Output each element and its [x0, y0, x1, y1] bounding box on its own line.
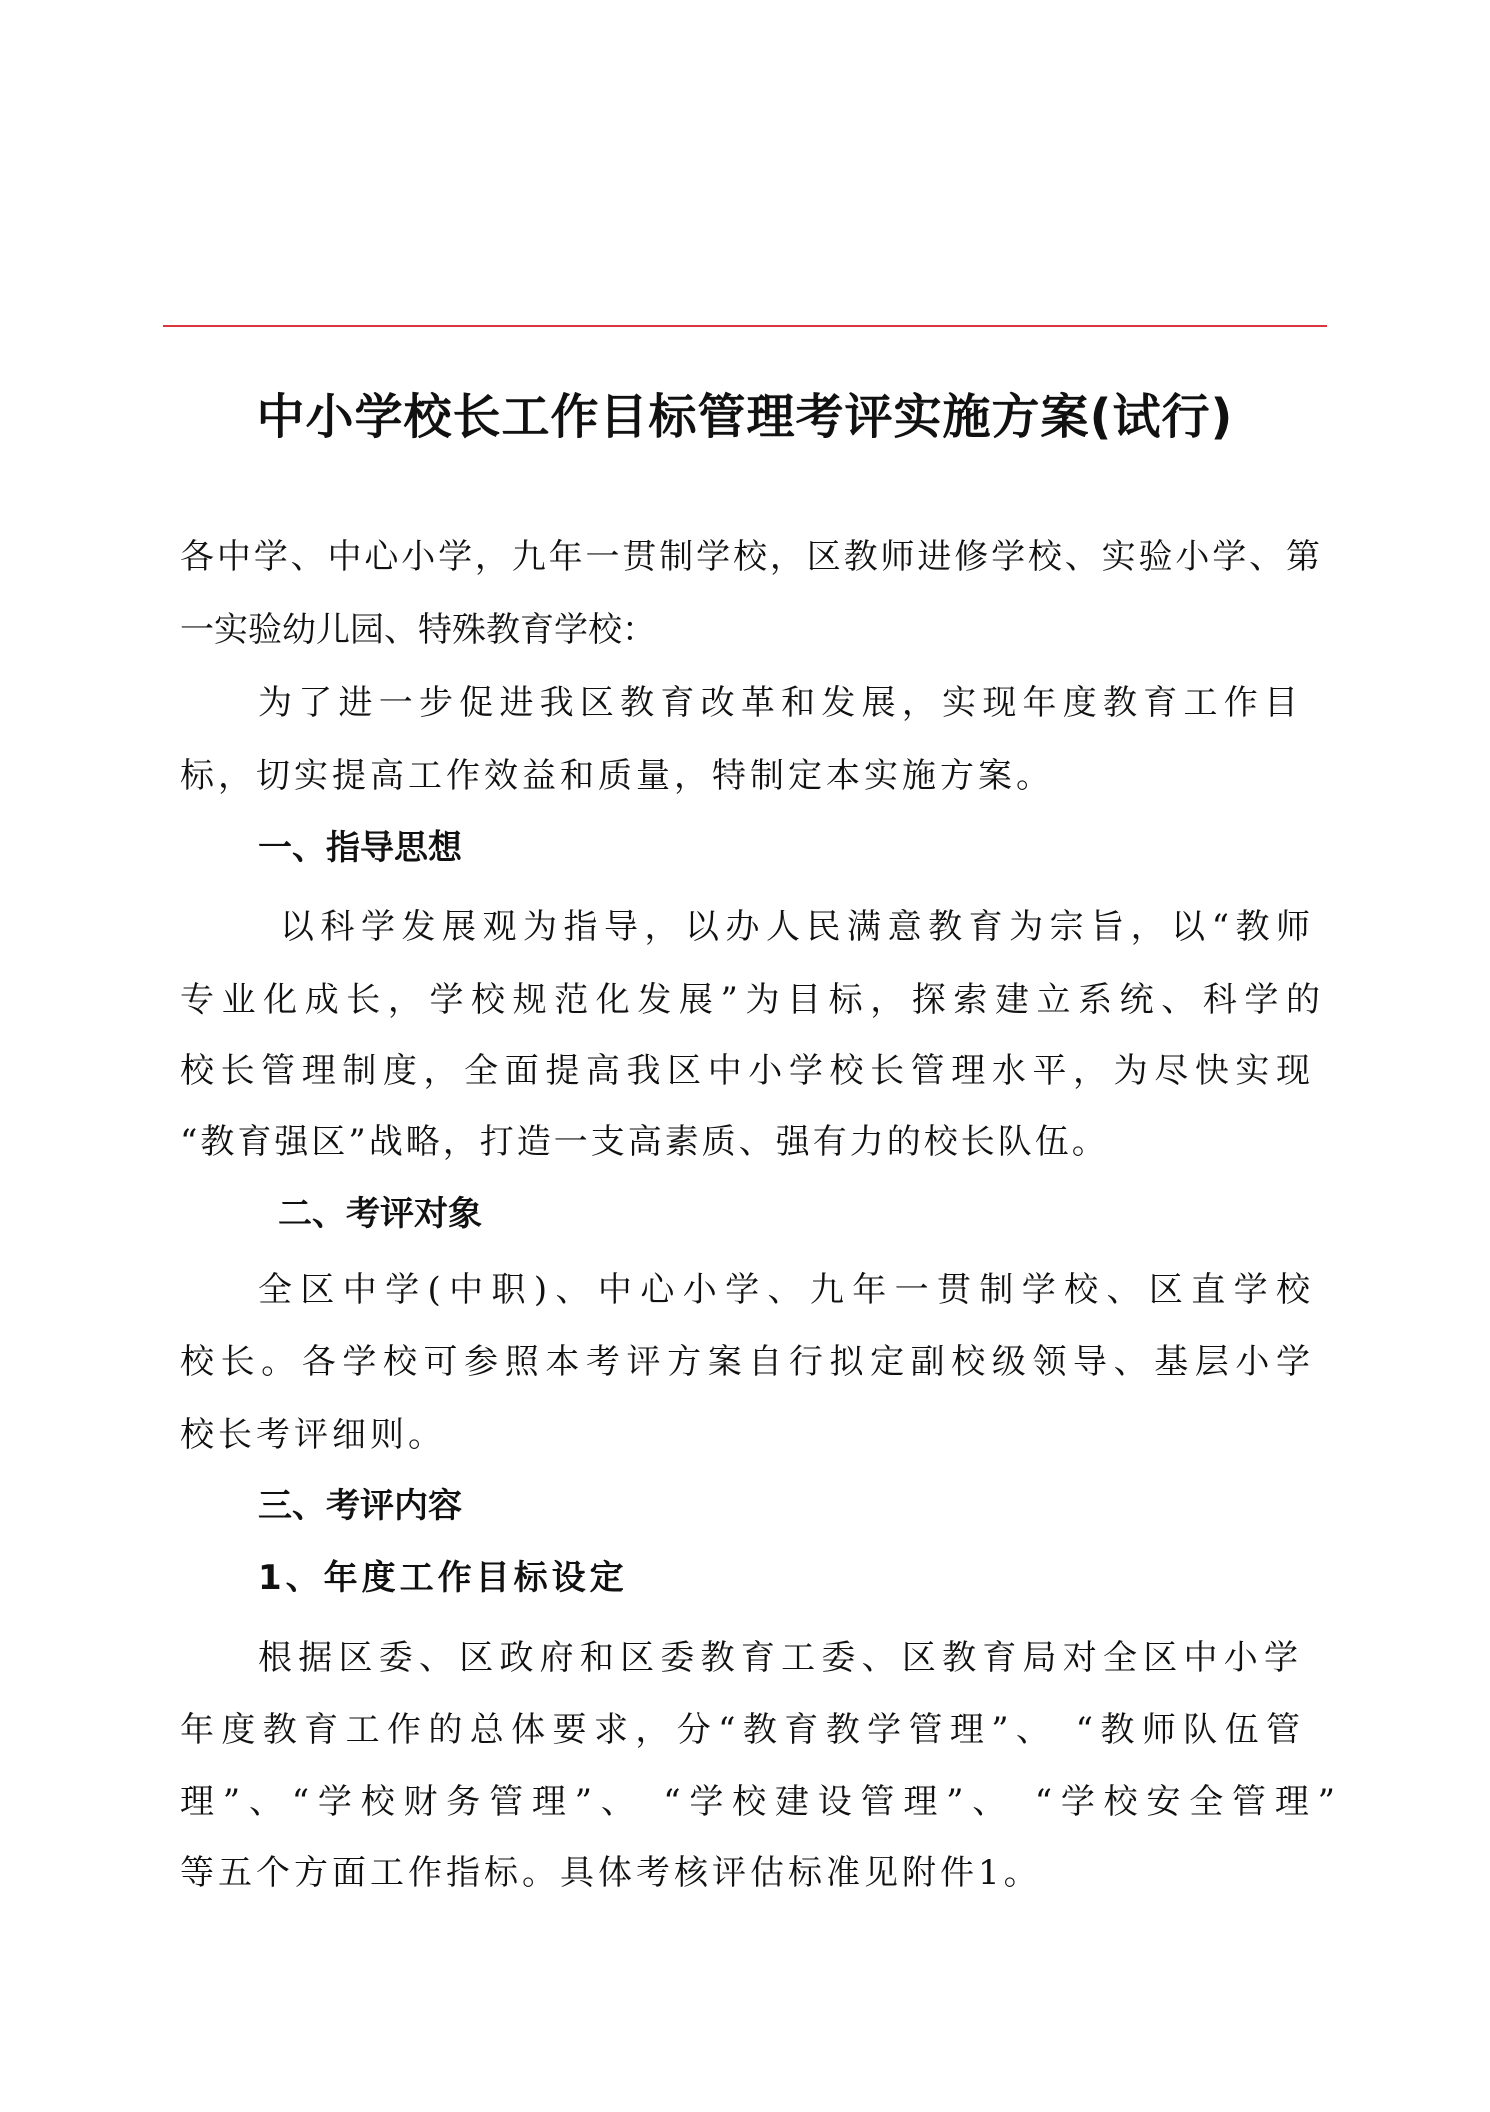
- intro-paragraph-line-1: 为了进一步促进我区教育改革和发展，实现年度教育工作目: [258, 683, 1298, 723]
- section-heading-1: 一、指导思想: [258, 828, 462, 868]
- section2-line-2: 校长。各学校可参照本考评方案自行拟定副校级领导、基层小学: [180, 1342, 1310, 1382]
- section1-line-4: “教育强区”战略，打造一支高素质、强有力的校长队伍。: [180, 1122, 1109, 1162]
- subsection1-line-2: 年度教育工作的总体要求，分“教育教学管理”、 “教师队伍管: [180, 1710, 1300, 1750]
- subsection1-line-1: 根据区委、区政府和区委教育工委、区教育局对全区中小学: [258, 1638, 1298, 1678]
- intro-paragraph-line-2: 标，切实提高工作效益和质量，特制定本实施方案。: [180, 756, 1054, 796]
- section1-line-2: 专业化成长，学校规范化发展”为目标，探索建立系统、科学的: [180, 980, 1320, 1020]
- section-heading-3: 三、考评内容: [258, 1486, 462, 1526]
- section1-line-3: 校长管理制度，全面提高我区中小学校长管理水平，为尽快实现: [180, 1051, 1310, 1091]
- subsection-heading-1: 1、年度工作目标设定: [258, 1558, 628, 1598]
- section2-line-1: 全区中学(中职)、中心小学、九年一贯制学校、区直学校: [258, 1270, 1310, 1310]
- header-red-rule: [163, 325, 1327, 327]
- section-heading-2: 二、考评对象: [278, 1194, 482, 1234]
- section1-line-1: 以科学发展观为指导，以办人民满意教育为宗旨，以“教师: [280, 907, 1310, 947]
- addressee-line-1: 各中学、中心小学，九年一贯制学校，区教师进修学校、实验小学、第: [180, 537, 1320, 577]
- document-title: 中小学校长工作目标管理考评实施方案(试行): [256, 389, 1234, 445]
- section2-line-3: 校长考评细则。: [180, 1415, 446, 1455]
- subsection1-line-4: 等五个方面工作指标。具体考核评估标准见附件1。: [180, 1853, 1042, 1893]
- addressee-line-2: 一实验幼儿园、特殊教育学校：: [180, 610, 656, 650]
- subsection1-line-3: 理”、“学校财务管理”、 “学校建设管理”、 “学校安全管理”: [180, 1782, 1335, 1822]
